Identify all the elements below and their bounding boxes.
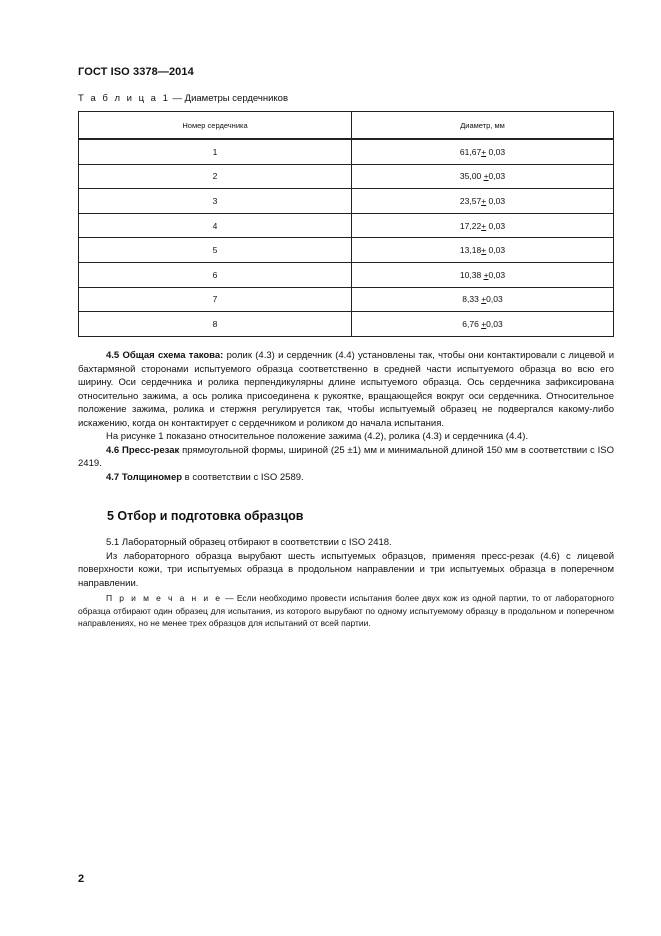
diameter-cell [352,164,614,189]
plus-minus-sign: + [481,146,487,157]
plus-minus-sign: + [481,245,487,256]
section-5-heading: 5 Отбор и подготовка образцов [107,509,304,523]
clause-4-5-label: 4.5 Общая схема такова: [106,350,224,361]
table-caption-title: — Диаметры сердечников [169,93,288,104]
table-caption-prefix: Т а б л и ц а 1 [78,93,170,104]
diameter-value: 6,76 [462,318,482,329]
table-row [79,312,614,337]
diameter-cell [352,213,614,238]
paragraph-5-1-detail: Из лабораторного образца вырубают шесть испытуемых образцов, применяя пресс-резак (4.6) с лицевой поверхности кожи, три испытуемых образца в продольном направлении и три испытуемых образца в поперечном направлении. [78,550,614,589]
core-number-cell: 6 [79,262,352,287]
section-4-5-block [78,349,614,484]
diameter-tolerance: 0,03 [486,294,503,305]
diameter-tolerance: 0,03 [486,318,503,329]
paragraph-4-6 [78,444,614,471]
core-number-cell: 5 [79,238,352,263]
diameter-value: 13,18 [459,245,482,256]
paragraph-figure-note: На рисунке 1 показано относительное положение зажима (4.2), ролика (4.3) и сердечника (4.4). [106,431,529,442]
diameter-cell [352,287,614,312]
diameter-cell [352,262,614,287]
note-paragraph [78,592,614,630]
column-header-diameter: Диаметр, мм [352,112,614,140]
clause-4-7-label: 4.7 Толщиномер [106,471,183,483]
paragraph-4-7 [78,471,614,485]
note-text: — Если необходимо провести испытания более двух кож из одной партии, то от лабораторного образца отбирают один образец для испытания, из которого вырубают по одному испытуемому образцу в продольном и поперечном направлениях, но не менее трех образцов для испытаний от всей партии. [78,593,614,629]
diameter-value: 10,38 [459,269,484,280]
table-row [79,139,614,164]
diameter-cell [352,139,614,164]
table-row [79,262,614,287]
diameter-value: 23,57 [459,195,482,206]
plus-minus-sign: + [481,195,487,206]
clause-4-7-text: в соответствии с ISO 2589. [182,471,304,483]
clause-4-6-label: 4.6 Пресс-резак [106,444,180,456]
standard-header: ГОСТ ISO 3378—2014 [78,66,194,78]
plus-minus-sign: + [483,171,489,182]
diameter-tolerance: 0,03 [488,171,506,182]
note-block [78,592,614,630]
diameter-cell [352,312,614,337]
paragraph-4-5 [78,349,614,430]
diameter-value: 35,00 [459,171,484,182]
note-label: П р и м е ч а н и е [106,593,222,603]
page-number: 2 [78,873,85,885]
diameter-tolerance: 0,03 [488,269,506,280]
plus-minus-sign: + [481,220,487,231]
diameter-cell [352,238,614,263]
column-header-core-number: Номер сердечника [79,112,352,140]
plus-minus-sign: + [481,318,487,329]
core-number-cell: 2 [79,164,352,189]
diameter-tolerance: 0,03 [486,220,506,231]
diameter-tolerance: 0,03 [486,245,506,256]
paragraph-5-1: 5.1 Лабораторный образец отбирают в соответствии с ISO 2418. [106,537,392,548]
table-row [79,238,614,263]
table-row [79,213,614,238]
clause-4-5-text: ролик (4.3) и сердечник (4.4) установлены так, чтобы они контактировали с лицевой и бахтармяной сторонами испытуемого образца соответственно в средней части испытуемого образца во всю его ширину. Оси сердечника и ролика перпендикулярны длине испытуемого образца. Ось сердечника зафиксирована относительно зажима, а ось ролика присоединена к рукоятке, вращающейся вокруг оси сердечника. Относительное положение зажима, ролика и стержня регулируется так, чтобы испытуемый образец не подвергался какому-либо искажению, когда он контактирует с сердечником и роликом до начала испытания. [78,350,615,429]
plus-minus-sign: + [481,294,487,305]
table-row [79,287,614,312]
diameter-value: 61,67 [459,146,482,157]
plus-minus-sign: + [483,269,489,280]
diameters-table [78,111,614,337]
table-caption [78,93,288,104]
core-number-cell: 3 [79,189,352,214]
core-number-cell: 4 [79,213,352,238]
diameter-value: 8,33 [462,294,482,305]
table-row [79,164,614,189]
diameter-tolerance: 0,03 [486,146,506,157]
table-row [79,189,614,214]
core-number-cell: 8 [79,312,352,337]
clause-4-6-text: прямоугольной формы, шириной (25 ±1) мм и минимальной длиной 150 мм в соответствии с ISO 2419. [78,444,614,469]
diameter-cell [352,189,614,214]
diameter-value: 17,22 [459,220,482,231]
diameter-tolerance: 0,03 [486,195,506,206]
core-number-cell: 1 [79,139,352,164]
section-5-block [78,536,614,590]
core-number-cell: 7 [79,287,352,312]
